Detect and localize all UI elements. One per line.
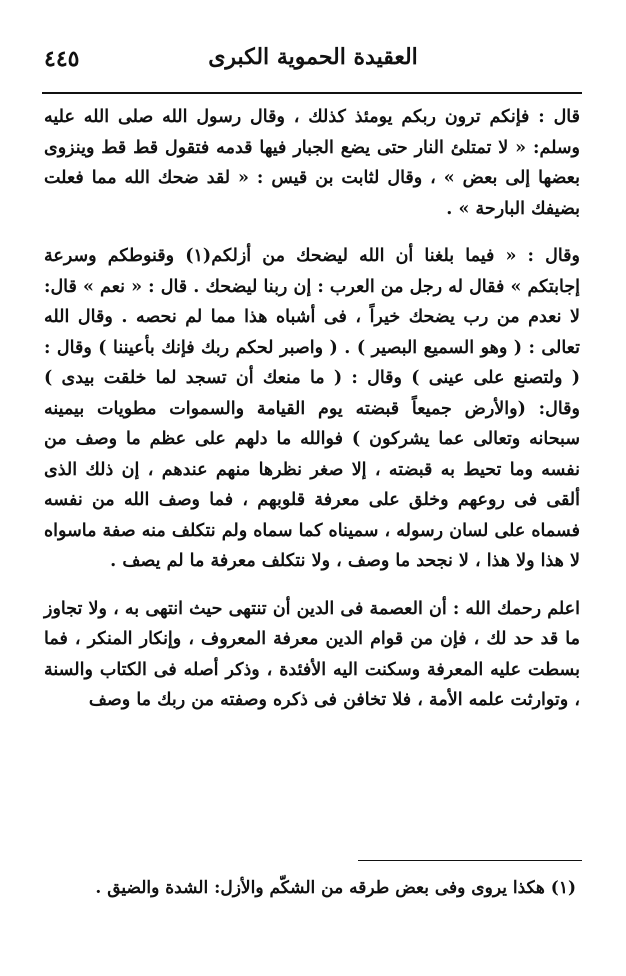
page-number: ٤٤٥ bbox=[44, 46, 80, 72]
page-header bbox=[40, 40, 586, 84]
footnote-rule bbox=[358, 860, 582, 861]
main-text bbox=[44, 102, 580, 716]
paragraph-1: قال : فإنكم ترون ربكم يومئذ كذلك ، وقال رسول الله صلى الله عليه وسلم: « لا تمتلئ النار حتى يضع الجبار فيها قدمه فتقول قط قط وينزوى بعضها إلى بعض » ، وقال لثابت بن قيس : « لقد ضحك الله مما فعلت بضيفك البارحة » . bbox=[44, 107, 580, 219]
running-title: العقيدة الحموية الكبرى bbox=[208, 44, 418, 70]
header-rule bbox=[42, 92, 582, 94]
paragraph-3: اعلم رحمك الله : أن العصمة فى الدين أن تنتهى حيث انتهى به ، ولا تجاوز ما قد حد لك ، فإن من قوام الدين معرفة المعروف ، وإنكار المنكر ، فما بسطت عليه المعرفة وسكنت اليه الأفئدة ، وذكر أصله فى الكتاب والسنة ، وتوارثت علمه الأمة ، فلا تخافن فى ذكره وصفته من ربك ما وصف bbox=[44, 598, 580, 710]
footnote: (١) هكذا يروى وفى بعض طرقه من الشكّم والأزل: الشدة والضيق . bbox=[95, 878, 576, 898]
paragraph-2: وقال : « فيما بلغنا أن الله ليضحك من أزلكم(١) وقنوطكم وسرعة إجابتكم » فقال له رجل من العرب : إن ربنا ليضحك . قال : « نعم » قال: لا نعدم من رب يضحك خيراً ، فى أشباه هذا مما لم نحصه . وقال الله تعالى : ( وهو السميع البصير ) . ( واصبر لحكم ربك فإنك بأعيننا ) وقال : ( ولتصنع على عينى ) وقال : ( ما منعك أن تسجد لما خلقت بيدى ) وقال: (والأرض جميعاً قبضته يوم القيامة والسموات مطويات بيمينه سبحانه وتعالى عما يشركون ) فوالله ما دلهم على عظم ما وصف من نفسه وما تحيط به قبضته ، إلا صغر نظرها منهم عندهم ، إن ذلك الذى ألقى فى روعهم وخلق على معرفة قلوبهم ، فما وصف الله من نفسه فسماه على لسان رسوله ، سميناه كما سماه ولم نتكلف منه صفة ماسواه لا هذا ولا هذا ، لا نجحد ما وصف ، ولا نتكلف معرفة ما لم يصف . bbox=[44, 246, 580, 571]
